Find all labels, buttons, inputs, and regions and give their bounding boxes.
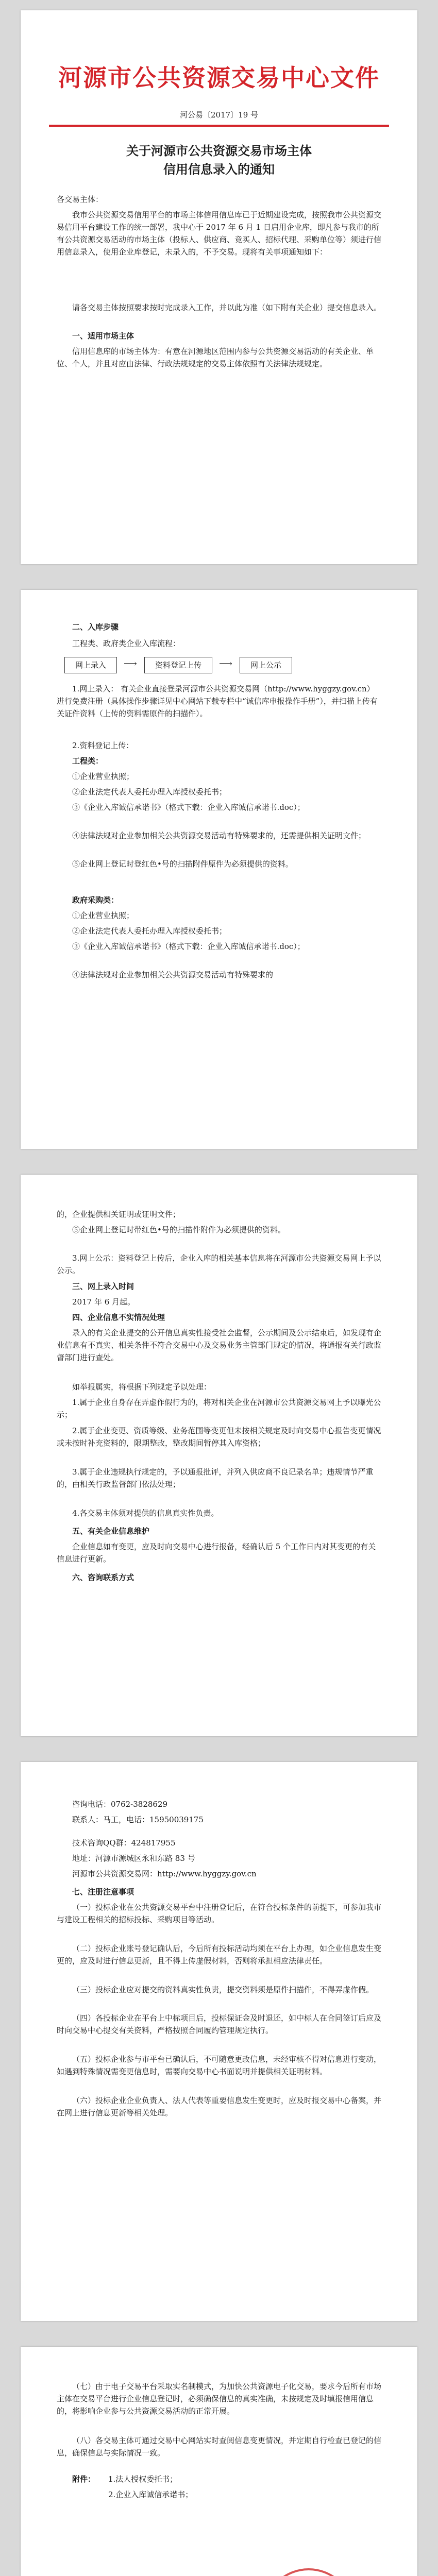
contact-person: 联系人：马工，电话：15950039175 xyxy=(72,1815,204,1824)
engineering-title: 工程类： xyxy=(72,756,104,766)
notice-title-line-2: 信用信息录入的通知 xyxy=(163,162,275,177)
government-item-3: ③《企业入库诚信承诺书》（格式下载：企业入库诚信承诺书.doc）； xyxy=(72,942,305,951)
note-8: （八）各交易主体可通过交易中心网站实时查阅信息变更情况，并定期自行检查已登记的信息，确保信息与实际情况一致。 xyxy=(57,2436,382,2458)
contact-qq-group: 技术咨询QQ群：424817955 xyxy=(72,1838,176,1848)
intro-paragraph: 我市公共资源交易信用平台的市场主体信用信息库已于近期建设完成，按照我市公共资源交易信用平台建设工作的统一部署，我中心于 2017 年 6 月 1 日启用企业库，即凡参与我市的所有公共资源交易活动的市场主体（投标人、供应商、竞买人、招标代理、采购单位等）须进行信用信息录入，使用企业库登记，未录入的，不予交易。现将有关事项通知如下： xyxy=(57,210,382,257)
header-red-line xyxy=(49,125,389,127)
page-3-item-5: ⑤企业网上登记时带红色•号的扫描件附件为必须提供的资料。 xyxy=(72,1225,285,1234)
flow-intro: 工程类、政府类企业入库流程： xyxy=(72,639,181,648)
note-3: （三）投标企业应对提交的资料真实性负责，提交资料须是原件扫描件，不得弄虚作假。 xyxy=(72,1985,374,1994)
engineering-item-4: ④法律法规对企业参加相关公共资源交易活动有特殊要求的，还需提供相关证明文件； xyxy=(72,831,366,840)
note-1: （一）投标企业在公共资源交易平台中注册登记后，在符合投标条件的前提下，可参加我市与建设工程相关的招标投标、采购项目等活动。 xyxy=(57,1903,382,1924)
flow-step-2: 资料登记上传 xyxy=(144,657,212,673)
official-seal xyxy=(263,2568,355,2576)
step-3-text: 3.网上公示：资料登记上传后，企业入库的相关基本信息将在河源市公共资源交易网上予以公示。 xyxy=(57,1253,381,1275)
note-2: （二）投标企业账号登记确认后，今后所有投标活动均须在平台上办理，如企业信息发生变更的，应及时进行信息更新，且不得上传虚假材料，否则将承担相应法律责任。 xyxy=(57,1944,382,1965)
contact-website: 河源市公共资源交易网：http://www.hyggzy.gov.cn xyxy=(72,1869,257,1878)
section-3-title: 三、网上录入时间 xyxy=(72,1282,134,1291)
flow-step-3: 网上公示 xyxy=(240,657,292,673)
page-3 xyxy=(21,1175,417,1736)
government-item-4: ④法律法规对企业参加相关公共资源交易活动有特殊要求的 xyxy=(72,970,274,979)
government-item-2: ②企业法定代表人委托办理入库授权委托书； xyxy=(72,926,227,936)
addressee: 各交易主体： xyxy=(57,195,104,204)
section-4-paragraph-5: 3.属于企业违规执行规定的，予以通报批评，并列入供应商不良记录名单；违规情节严重的，由相关行政监督部门依法处理； xyxy=(57,1467,374,1489)
section-4-paragraph-3: 1.属于企业自身存在弄虚作假行为的，将对相关企业在河源市公共资源交易网上予以曝光公示； xyxy=(57,1398,381,1419)
section-5-body: 企业信息如有变更，应及时向交易中心进行报备，经确认后 5 个工作日内对其变更的有关信息进行更新。 xyxy=(57,1542,376,1564)
note-6: （六）投标企业企业负责人、法人代表等重要信息发生变更时，应及时报交易中心备案，并在网上进行信息更新等相关处理。 xyxy=(57,2096,382,2117)
section-7-title: 七、注册注意事项 xyxy=(72,1887,134,1896)
intro-paragraph-2: 请各交易主体按照要求按时完成录入工作，并以此为准（如下附有关企业）提交信息录入。 xyxy=(72,303,382,312)
section-4-paragraph-6: 4.各交易主体须对提供的信息真实性负责。 xyxy=(72,1509,219,1518)
flow-arrow-1: ⟶ xyxy=(124,658,137,669)
attachment-1: 1.法人授权委托书； xyxy=(108,2475,178,2484)
page-4 xyxy=(21,1762,417,2321)
section-4-paragraph-1: 录入的有关企业提交的公开信息真实性接受社会监督，公示期间及公示结束后，如发现有企业信息有不真实、相关条件不符合交易中心及交易业务主管部门规定的情况，将通报有关行政监督部门进行查处。 xyxy=(57,1328,382,1362)
attachments-label: 附件： xyxy=(72,2475,96,2484)
contact-address: 地址：河源市源城区永和东路 83 号 xyxy=(72,1854,195,1863)
note-7: （七）由于电子交易平台采取实名制模式，为加快公共资源电子化交易，要求今后所有市场主体在交易平台进行企业信息登记时，必须确保信息的真实准确，未按规定及时填报信用信息的，将影响企业参与公共资源交易活动的正常开展。 xyxy=(57,2382,382,2416)
section-6-title: 六、咨询联系方式 xyxy=(72,1573,134,1582)
engineering-item-5: ⑤企业网上登记时登红色•号的扫描附件原件为必须提供的资料。 xyxy=(72,859,293,869)
contact-phone: 咨询电话：0762-3828629 xyxy=(72,1800,168,1809)
section-3-body: 2017 年 6 月起。 xyxy=(72,1297,136,1307)
step-1-text: 1.网上录入： 有关企业直接登录河源市公共资源交易网（http://www.hyggzy.gov.cn）进行免费注册（具体操作步骤详见中心网站下载专栏中“诚信库申报操作手册”），并扫描上传有关证件资料（上传的资料需原件的扫描件）。 xyxy=(57,684,378,718)
engineering-item-1: ①企业营业执照； xyxy=(72,772,134,781)
page-1 xyxy=(21,10,417,564)
government-title: 政府采购类： xyxy=(72,895,119,905)
page-2 xyxy=(21,590,417,1149)
note-4: （四）各投标企业在平台上中标项目后，投标保证金及时退还，如中标人在合同签订后应及时向交易中心提交有关资料，严格按照合同履约管理规定执行。 xyxy=(57,2013,382,2035)
section-1-body: 信用信息库的市场主体为：有意在河源地区范围内参与公共资源交易活动的有关企业、单位、个人，并且对应由法律、行政法规规定的交易主体依照有关法律法规规定。 xyxy=(57,347,374,368)
flow-arrow-2: ⟶ xyxy=(219,658,232,669)
section-1-title: 一、适用市场主体 xyxy=(72,331,134,341)
government-item-1: ①企业营业执照； xyxy=(72,911,134,920)
flow-step-1: 网上录入 xyxy=(64,657,117,673)
step-2-text: 2.资料登记上传： xyxy=(72,741,134,750)
notice-title-line-1: 关于河源市公共资源交易市场主体 xyxy=(126,143,312,158)
section-4-paragraph-2: 如举报属实，将根据下列规定予以处理： xyxy=(72,1382,212,1392)
section-4-paragraph-4: 2.属于企业变更、资质等级、业务范围等变更但未按相关规定及时向交易中心报告变更情况或未按时补充资料的，限期整改，整改期间暂停其入库资格； xyxy=(57,1426,381,1448)
attachment-2: 2.企业入库诚信承诺书； xyxy=(108,2490,193,2499)
document-number: 河公易〔2017〕19 号 xyxy=(179,110,259,120)
engineering-item-2: ②企业法定代表人委托办理入库授权委托书； xyxy=(72,787,227,796)
document-header-title: 河源市公共资源交易中心文件 xyxy=(58,64,380,92)
section-2-title: 二、入库步骤 xyxy=(72,622,119,632)
page-5 xyxy=(21,2347,417,2576)
section-5-title: 五、有关企业信息维护 xyxy=(72,1527,150,1536)
page-3-continuation: 的，企业提供相关证明或证明文件； xyxy=(57,1210,181,1219)
note-5: （五）投标企业参与市平台已确认后，不可随意更改信息，未经审核不得对信息进行变动，如遇到特殊情况需变更信息时，需要向交易中心书面说明并提供相关证明材料。 xyxy=(57,2055,382,2076)
section-4-title: 四、企业信息不实情况处理 xyxy=(72,1313,165,1322)
engineering-item-3: ③《企业入库诚信承诺书》（格式下载：企业入库诚信承诺书.doc）； xyxy=(72,803,305,812)
notice-title xyxy=(21,142,417,179)
